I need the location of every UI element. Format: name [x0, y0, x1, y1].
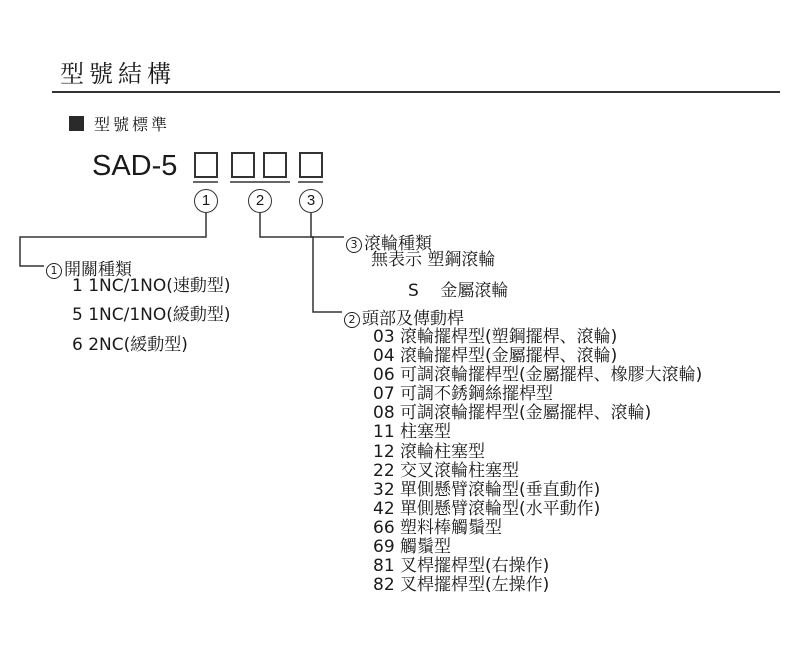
group3-number: 3 — [346, 237, 362, 253]
group2-option: 12 滾輪柱塞型 — [373, 441, 486, 462]
group1-option: 6 2NC(緩動型) — [72, 335, 188, 355]
group2-option: 69 觸鬚型 — [373, 537, 452, 558]
index-circle-2: 2 — [248, 189, 272, 213]
group3-option: S 金屬滾輪 — [408, 281, 509, 301]
group2-option: 22 交叉滾輪柱塞型 — [373, 460, 520, 481]
group2-option: 81 叉桿擺桿型(右操作) — [373, 556, 550, 577]
index-circle-3: 3 — [299, 189, 323, 213]
index-circle-1: 1 — [194, 189, 218, 213]
section-title: 型號標準 — [94, 115, 171, 134]
group2-heading — [344, 304, 464, 329]
group3-title: 滾輪種類 — [364, 234, 432, 254]
group1-title: 開關種類 — [64, 260, 132, 280]
group2-option: 11 柱塞型 — [373, 422, 452, 443]
group1-option: 1 1NC/1NO(速動型) — [72, 276, 231, 296]
group1-option: 5 1NC/1NO(緩動型) — [72, 305, 231, 325]
group2-options-list — [373, 328, 702, 595]
group2-option: 66 塑料棒觸鬚型 — [373, 517, 503, 538]
group2-title: 頭部及傳動桿 — [362, 309, 464, 329]
group2-option: 42 單側懸臂滾輪型(水平動作) — [373, 498, 601, 519]
group3-option: 無表示 塑鋼滾輪 — [371, 250, 496, 270]
group2-option: 07 可調不銹鋼絲擺桿型 — [373, 384, 554, 405]
group2-option: 06 可調滾輪擺桿型(金屬擺桿、橡膠大滾輪) — [373, 365, 703, 386]
group1-number: 1 — [46, 263, 62, 279]
group2-option: 03 滾輪擺桿型(塑鋼擺桿、滾輪) — [373, 327, 618, 347]
group2-option: 82 叉桿擺桿型(左操作) — [373, 575, 550, 596]
group2-option: 04 滾輪擺桿型(金屬擺桿、滾輪) — [373, 346, 618, 367]
page-title: 型號結構 — [60, 60, 176, 88]
group2-number: 2 — [344, 312, 360, 328]
group2-option: 08 可調滾輪擺桿型(金屬擺桿、滾輪) — [373, 403, 652, 424]
model-prefix: SAD-5 — [92, 150, 178, 182]
group2-option: 32 單側懸臂滾輪型(垂直動作) — [373, 479, 601, 500]
